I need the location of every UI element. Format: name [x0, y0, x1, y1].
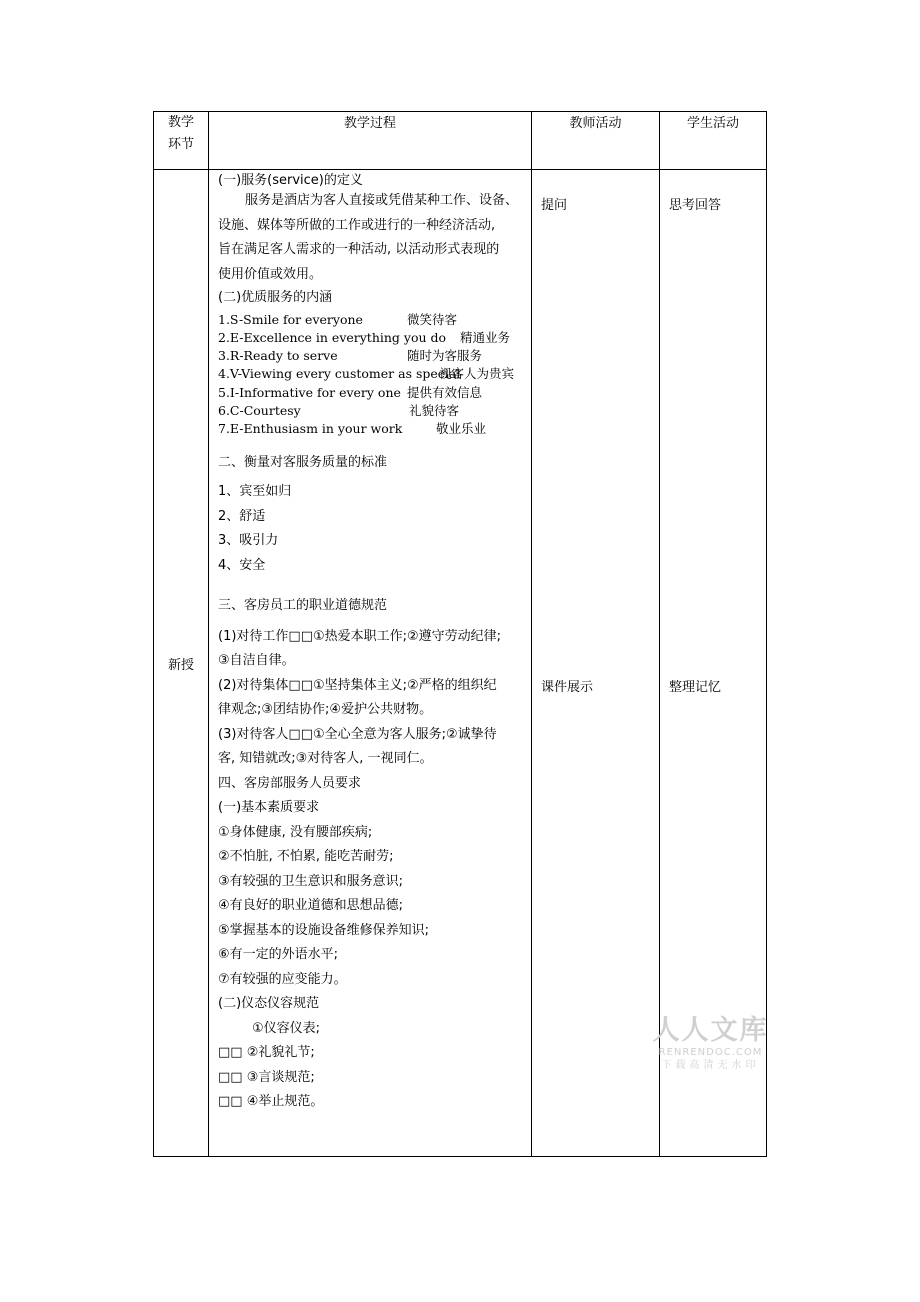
header-row: [154, 112, 767, 170]
quality-item: ⑦有较强的应变能力。: [218, 971, 347, 987]
quality-item: ②不怕脏, 不怕累, 能吃苦耐劳;: [218, 849, 394, 865]
header-teacher: 教师活动: [532, 112, 660, 170]
service-item: [218, 365, 523, 383]
content-row: [154, 170, 767, 1157]
teacher-activity-1: 提问: [541, 198, 568, 213]
watermark: [648, 1015, 773, 1073]
manners-item: □□ ③言谈规范;: [218, 1069, 315, 1085]
definition-line-4: 使用价值或效用。: [218, 266, 323, 282]
service-item-en: 3.R-Ready to serve: [218, 348, 338, 364]
lesson-plan-table: [153, 111, 767, 1157]
watermark-domain: RENRENDOC.COM: [658, 1047, 763, 1058]
section-staff-requirements-title: 四、客房部服务人员要求: [218, 775, 362, 791]
header-stage-line2: 环节: [167, 137, 194, 152]
service-item: [218, 329, 523, 347]
service-item-en: 6.C-Courtesy: [218, 402, 301, 418]
service-item: [218, 347, 523, 365]
service-item-en: 5.I-Informative for every one: [218, 384, 401, 400]
service-item: [218, 420, 523, 438]
service-item: [218, 402, 523, 420]
service-item-en: 1.S-Smile for everyone: [218, 311, 363, 327]
definition-line-3: 旨在满足客人需求的一种活动, 以活动形式表现的: [218, 242, 500, 257]
service-item-en: 4.V-Viewing every customer as special: [218, 366, 461, 382]
section-ethics-title: 三、客房员工的职业道德规范: [218, 598, 388, 614]
standard-item: 1、宾至如归: [218, 484, 292, 500]
header-student: 学生活动: [660, 112, 767, 170]
manners-item: ①仪容仪表;: [252, 1020, 321, 1036]
service-item-cn: 微笑待客: [407, 311, 458, 327]
teacher-activity-2: 课件展示: [541, 680, 594, 695]
ethics-line: (1)对待工作□□①热爱本职工作;②遵守劳动纪律;: [218, 628, 502, 644]
quality-item: ⑤掌握基本的设施设备维修保养知识;: [218, 922, 430, 938]
service-item-cn: 礼貌待客: [409, 402, 460, 418]
ethics-line: 律观念;③团结协作;④爱护公共财物。: [218, 702, 433, 718]
process-cell: [209, 170, 532, 1157]
basic-quality-subtitle: (一)基本素质要求: [218, 800, 320, 816]
quality-item: ③有较强的卫生意识和服务意识;: [218, 873, 404, 889]
watermark-logo-text: 人人文库: [652, 1015, 769, 1046]
ethics-line: 客, 知错就改;③对待客人, 一视同仁。: [218, 751, 433, 767]
service-item-cn: 敬业乐业: [436, 421, 487, 437]
service-item: [218, 384, 523, 402]
manners-item: □□ ②礼貌礼节;: [218, 1045, 315, 1061]
service-items-list: [218, 311, 523, 439]
service-item-cn: 提供有效信息: [407, 384, 483, 400]
quality-item: ⑥有一定的外语水平;: [218, 947, 339, 963]
definition-line-2: 设施、媒体等所做的工作或进行的一种经济活动,: [218, 217, 496, 233]
quality-item: ④有良好的职业道德和思想品德;: [218, 898, 404, 914]
stage-cell: 新授: [154, 170, 209, 1157]
manners-item: □□ ④举止规范。: [218, 1094, 324, 1110]
service-item-cn: 视客人为贵宾: [439, 366, 515, 382]
quality-item: ①身体健康, 没有腰部疾病;: [218, 824, 373, 840]
student-activity-2: 整理记忆: [669, 680, 722, 695]
section-service-definition-title: (一)服务(service)的定义: [218, 173, 363, 188]
standard-item: 4、安全: [218, 557, 266, 573]
service-item-en: 7.E-Enthusiasm in your work: [218, 421, 403, 437]
service-item-cn: 随时为客服务: [407, 348, 483, 364]
definition-line-1: 服务是酒店为客人直接或凭借某种工作、设备、: [245, 193, 519, 208]
ethics-line: (2)对待集体□□①坚持集体主义;②严格的组织纪: [218, 677, 497, 693]
manners-subtitle: (二)仪态仪容规范: [218, 996, 320, 1012]
section-quality-service-title: (二)优质服务的内涵: [218, 290, 333, 305]
service-item-cn: 精通业务: [460, 329, 511, 345]
student-activity-cell: [660, 170, 767, 1157]
service-item: [218, 311, 523, 329]
header-stage: [154, 112, 209, 170]
header-process: 教学过程: [209, 112, 532, 170]
teacher-activity-cell: [532, 170, 660, 1157]
ethics-line: (3)对待客人□□①全心全意为客人服务;②诚挚待: [218, 726, 497, 742]
student-activity-1: 思考回答: [669, 198, 722, 213]
header-stage-line1: 教学: [167, 115, 194, 130]
watermark-slogan: 下载高清无水印: [661, 1060, 760, 1071]
service-item-en: 2.E-Excellence in everything you do: [218, 329, 447, 345]
standard-item: 3、吸引力: [218, 533, 279, 549]
ethics-line: ③自洁自律。: [218, 653, 295, 669]
standard-item: 2、舒适: [218, 508, 266, 524]
section-standards-title: 二、衡量对客服务质量的标准: [218, 454, 388, 470]
